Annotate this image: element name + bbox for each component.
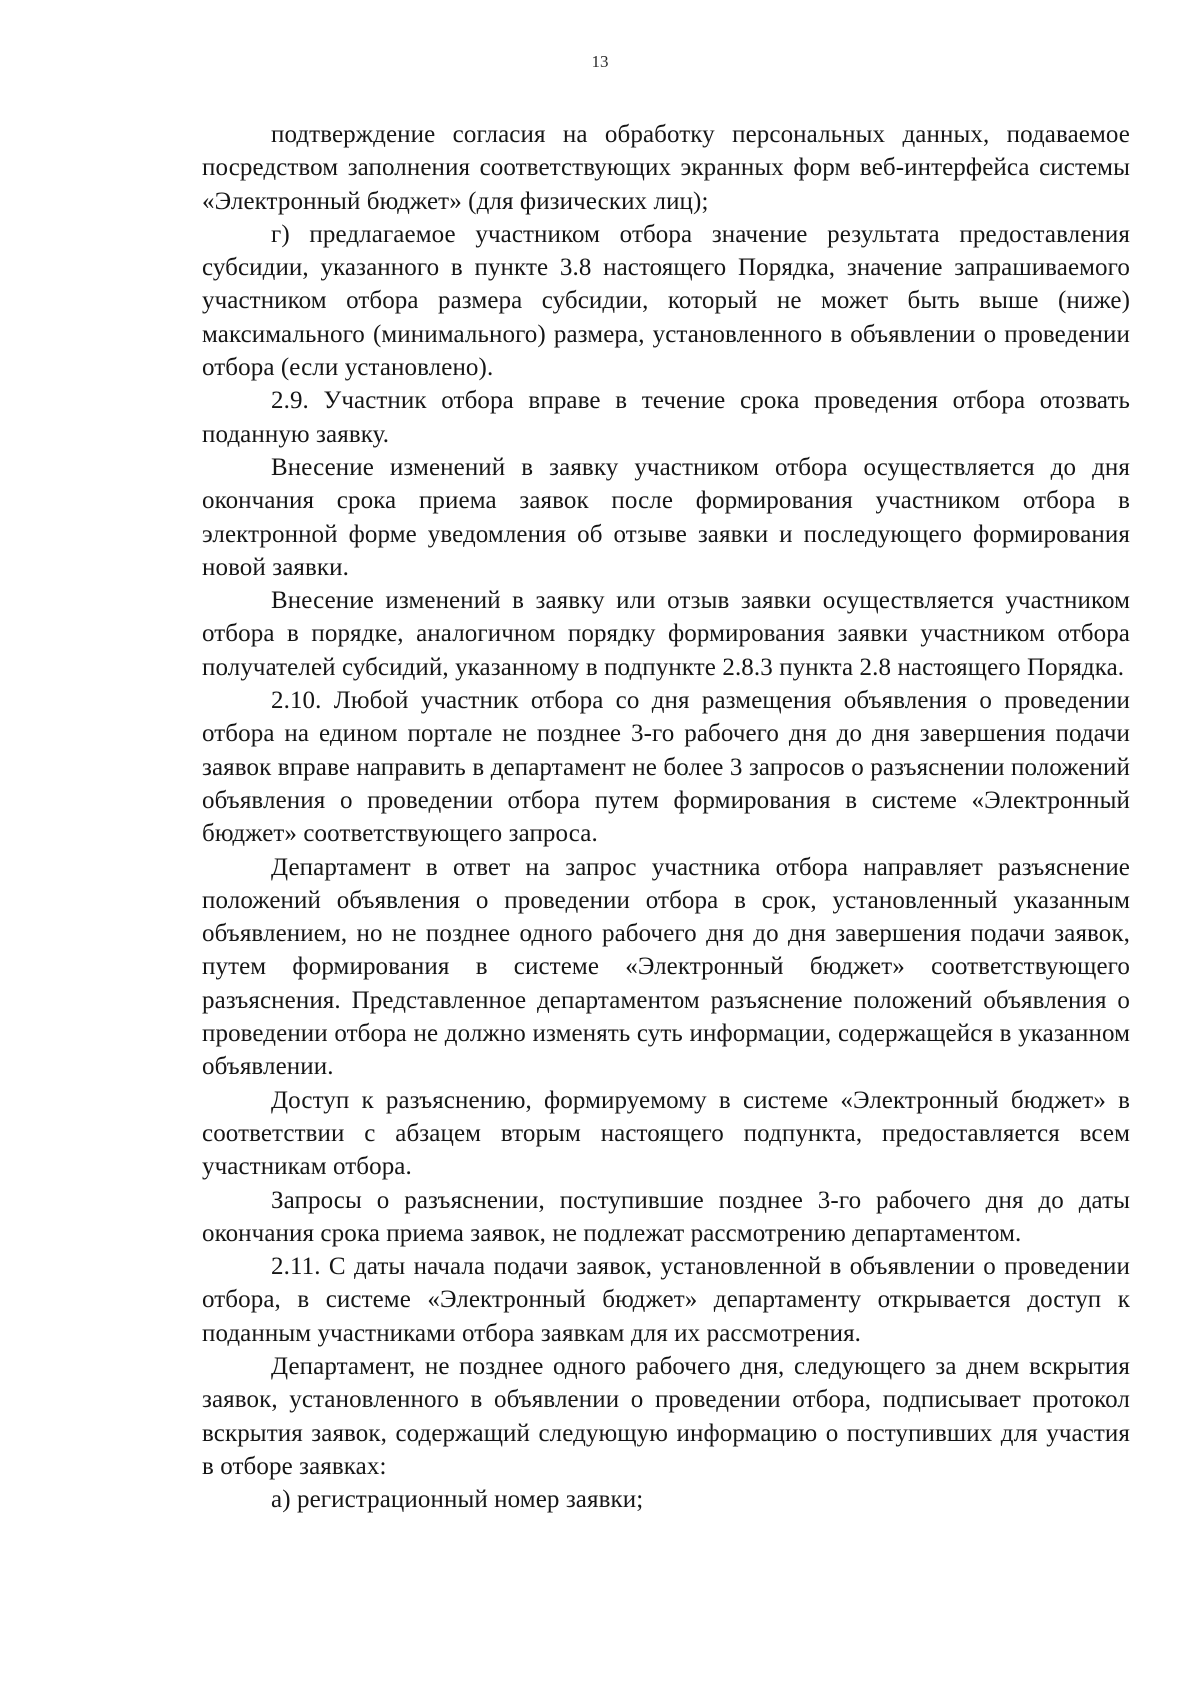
paragraph-consent: подтверждение согласия на обработку персональных данных, подаваемое посредством заполнения соответствующих экранных форм веб-интерфейса системы «Электронный бюджет» (для физических лиц); (202, 121, 1130, 215)
paragraph-clause-2-9: 2.9. Участник отбора вправе в течение срока проведения отбора отозвать поданную заявку. (202, 387, 1130, 448)
paragraph-late-requests: Запросы о разъяснении, поступившие позднее 3-го рабочего дня до даты окончания срока приема заявок, не подлежат рассмотрению департаментом. (202, 1186, 1130, 1247)
paragraph-item-g: г) предлагаемое участником отбора значение результата предоставления субсидии, указанного в пункте 3.8 настоящего Порядка, значение запрашиваемого участником отбора размера субсидии, который не может быть выше (ниже) максимального (минимального) размера, установленного в объявлении о проведении отбора (если установлено). (202, 220, 1130, 382)
paragraph-changes-2: Внесение изменений в заявку или отзыв заявки осуществляется участником отбора в порядке, аналогичном порядку формирования заявки участником отбора получателей субсидий, указанному в подпункте 2.8.3 пункта 2.8 настоящего Порядка. (202, 587, 1130, 681)
paragraph-clause-2-10: 2.10. Любой участник отбора со дня размещения объявления о проведении отбора на едином портале не позднее 3-го рабочего дня до дня завершения подачи заявок вправе направить в департамент не более 3 запросов о разъяснении положений объявления о проведении отбора путем формирования в системе «Электронный бюджет» соответствующего запроса. (202, 687, 1130, 848)
document-body (202, 118, 1130, 1516)
paragraph-clause-2-11: 2.11. С даты начала подачи заявок, установленной в объявлении о проведении отбора, в системе «Электронный бюджет» департаменту открывается доступ к поданным участниками отбора заявкам для их рассмотрения. (202, 1253, 1130, 1347)
paragraph-access: Доступ к разъяснению, формируемому в системе «Электронный бюджет» в соответствии с абзацем вторым настоящего подпункта, предоставляется всем участникам отбора. (202, 1086, 1130, 1181)
paragraph-item-a: а) регистрационный номер заявки; (271, 1486, 644, 1514)
paragraph-protocol: Департамент, не позднее одного рабочего дня, следующего за днем вскрытия заявок, установленного в объявлении о проведении отбора, подписывает протокол вскрытия заявок, содержащий следующую информацию о поступивших для участия в отборе заявках: (202, 1352, 1130, 1480)
paragraph-changes-1: Внесение изменений в заявку участником отбора осуществляется до дня окончания срока приема заявок после формирования участником отбора в электронной форме уведомления об отзыве заявки и последующего формирования новой заявки. (202, 453, 1130, 581)
page-number: 13 (591, 52, 609, 71)
paragraph-department-response: Департамент в ответ на запрос участника отбора направляет разъяснение положений объявления о проведении отбора в срок, установленный указанным объявлением, но не позднее одного рабочего дня до дня завершения подачи заявок, путем формирования в системе «Электронный бюджет» соответствующего разъяснения. Представленное департаментом разъяснение положений объявления о проведении отбора не должно изменять суть информации, содержащейся в указанном объявлении. (202, 853, 1130, 1081)
